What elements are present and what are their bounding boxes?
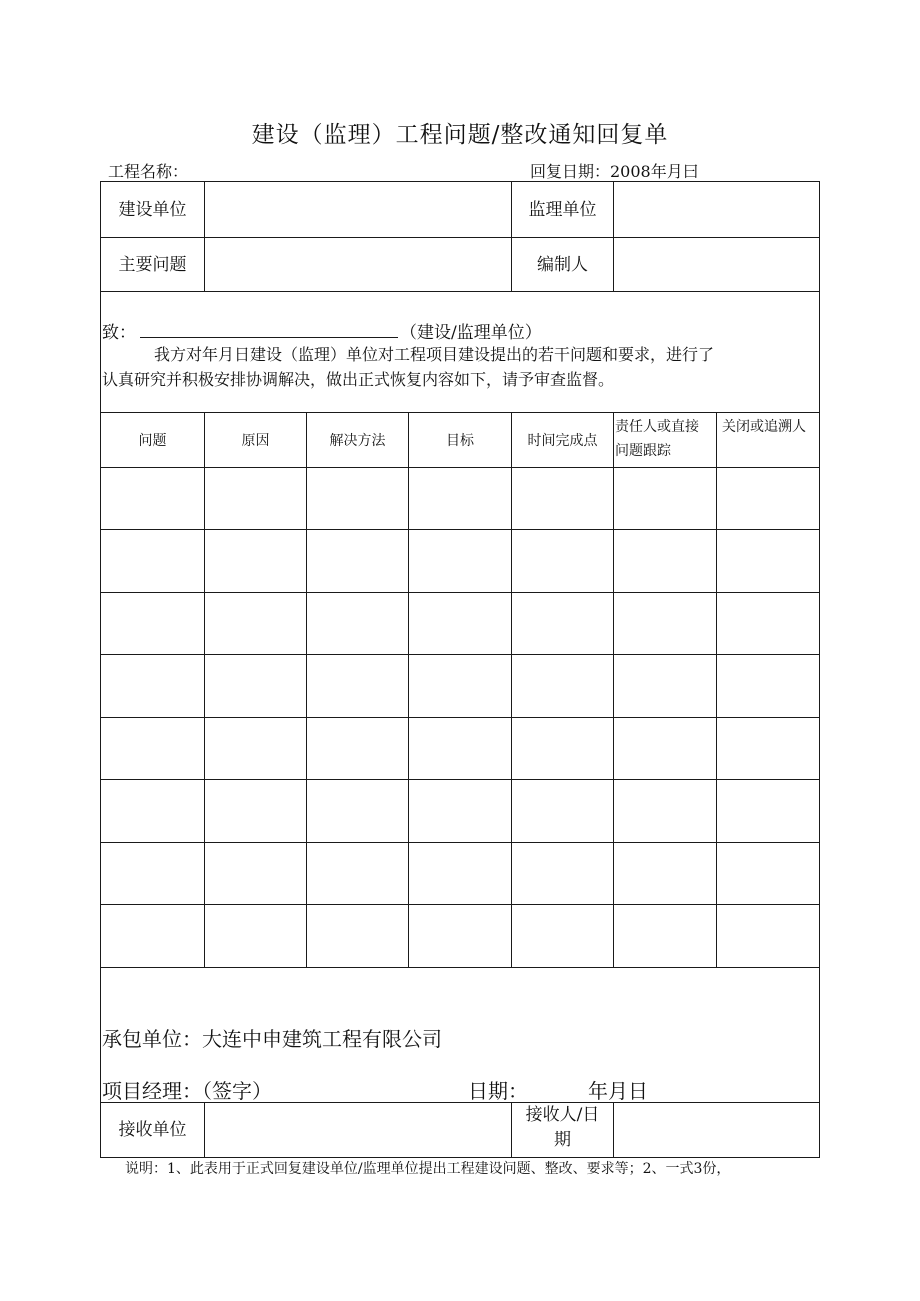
- col-header-closer: 关闭或追溯人: [722, 419, 806, 435]
- construction-unit-label: 建设单位: [118, 199, 187, 220]
- supervision-unit-label: 监理单位: [528, 199, 597, 220]
- col-header-responsible-line2: 问题跟踪: [615, 443, 671, 459]
- recipient-blank[interactable]: [140, 337, 398, 338]
- col-header-target: 目标: [446, 433, 474, 449]
- to-suffix: （建设/监理单位）: [400, 323, 542, 343]
- receiver-unit-field[interactable]: [205, 1103, 511, 1157]
- col-header-cause: 原因: [241, 433, 270, 449]
- compiler-field[interactable]: [614, 238, 819, 291]
- receiver-person-label: [512, 1103, 613, 1153]
- project-name-label: 工程名称：: [108, 162, 189, 181]
- receiver-person-line2: 期: [554, 1130, 571, 1150]
- letter-body-line1: 我方对年月日建设（监理）单位对工程项目建设提出的若干问题和要求，进行了: [154, 345, 715, 364]
- letter-body-line2: 认真研究并积极安排协调解决，做出正式恢复内容如下，请予审查监督。: [102, 370, 615, 389]
- project-manager-label: 项目经理：（签字）: [102, 1079, 272, 1103]
- form-title: 建设（监理）工程问题/整改通知回复单: [251, 122, 669, 148]
- col-header-solution: 解决方法: [329, 433, 386, 449]
- construction-unit-field[interactable]: [205, 182, 511, 237]
- compiler-label: 编制人: [537, 254, 588, 275]
- contractor-label: 承包单位：大连中申建筑工程有限公司: [102, 1027, 442, 1051]
- receiver-person-line1: 接收人/日: [525, 1105, 600, 1125]
- date-value: 年月日: [588, 1079, 648, 1103]
- col-header-problem: 问题: [138, 433, 167, 449]
- to-label: 致：: [102, 323, 136, 343]
- receiver-unit-label: 接收单位: [118, 1120, 187, 1140]
- col-header-completion-time: 时间完成点: [527, 433, 598, 449]
- col-header-responsible-line1: 责任人或直接: [615, 419, 699, 435]
- reply-date-label: 回复日期：2008年月曰: [530, 162, 699, 181]
- main-issue-label: 主要问题: [118, 254, 187, 275]
- date-label: 日期：: [468, 1079, 528, 1103]
- supervision-unit-field[interactable]: [614, 182, 819, 237]
- receiver-person-field[interactable]: [614, 1103, 819, 1157]
- form-note: 说明：1、此表用于正式回复建设单位/监理单位提出工程建设问题、整改、要求等；2、一式3份，: [125, 1161, 731, 1177]
- main-issue-field[interactable]: [205, 238, 511, 291]
